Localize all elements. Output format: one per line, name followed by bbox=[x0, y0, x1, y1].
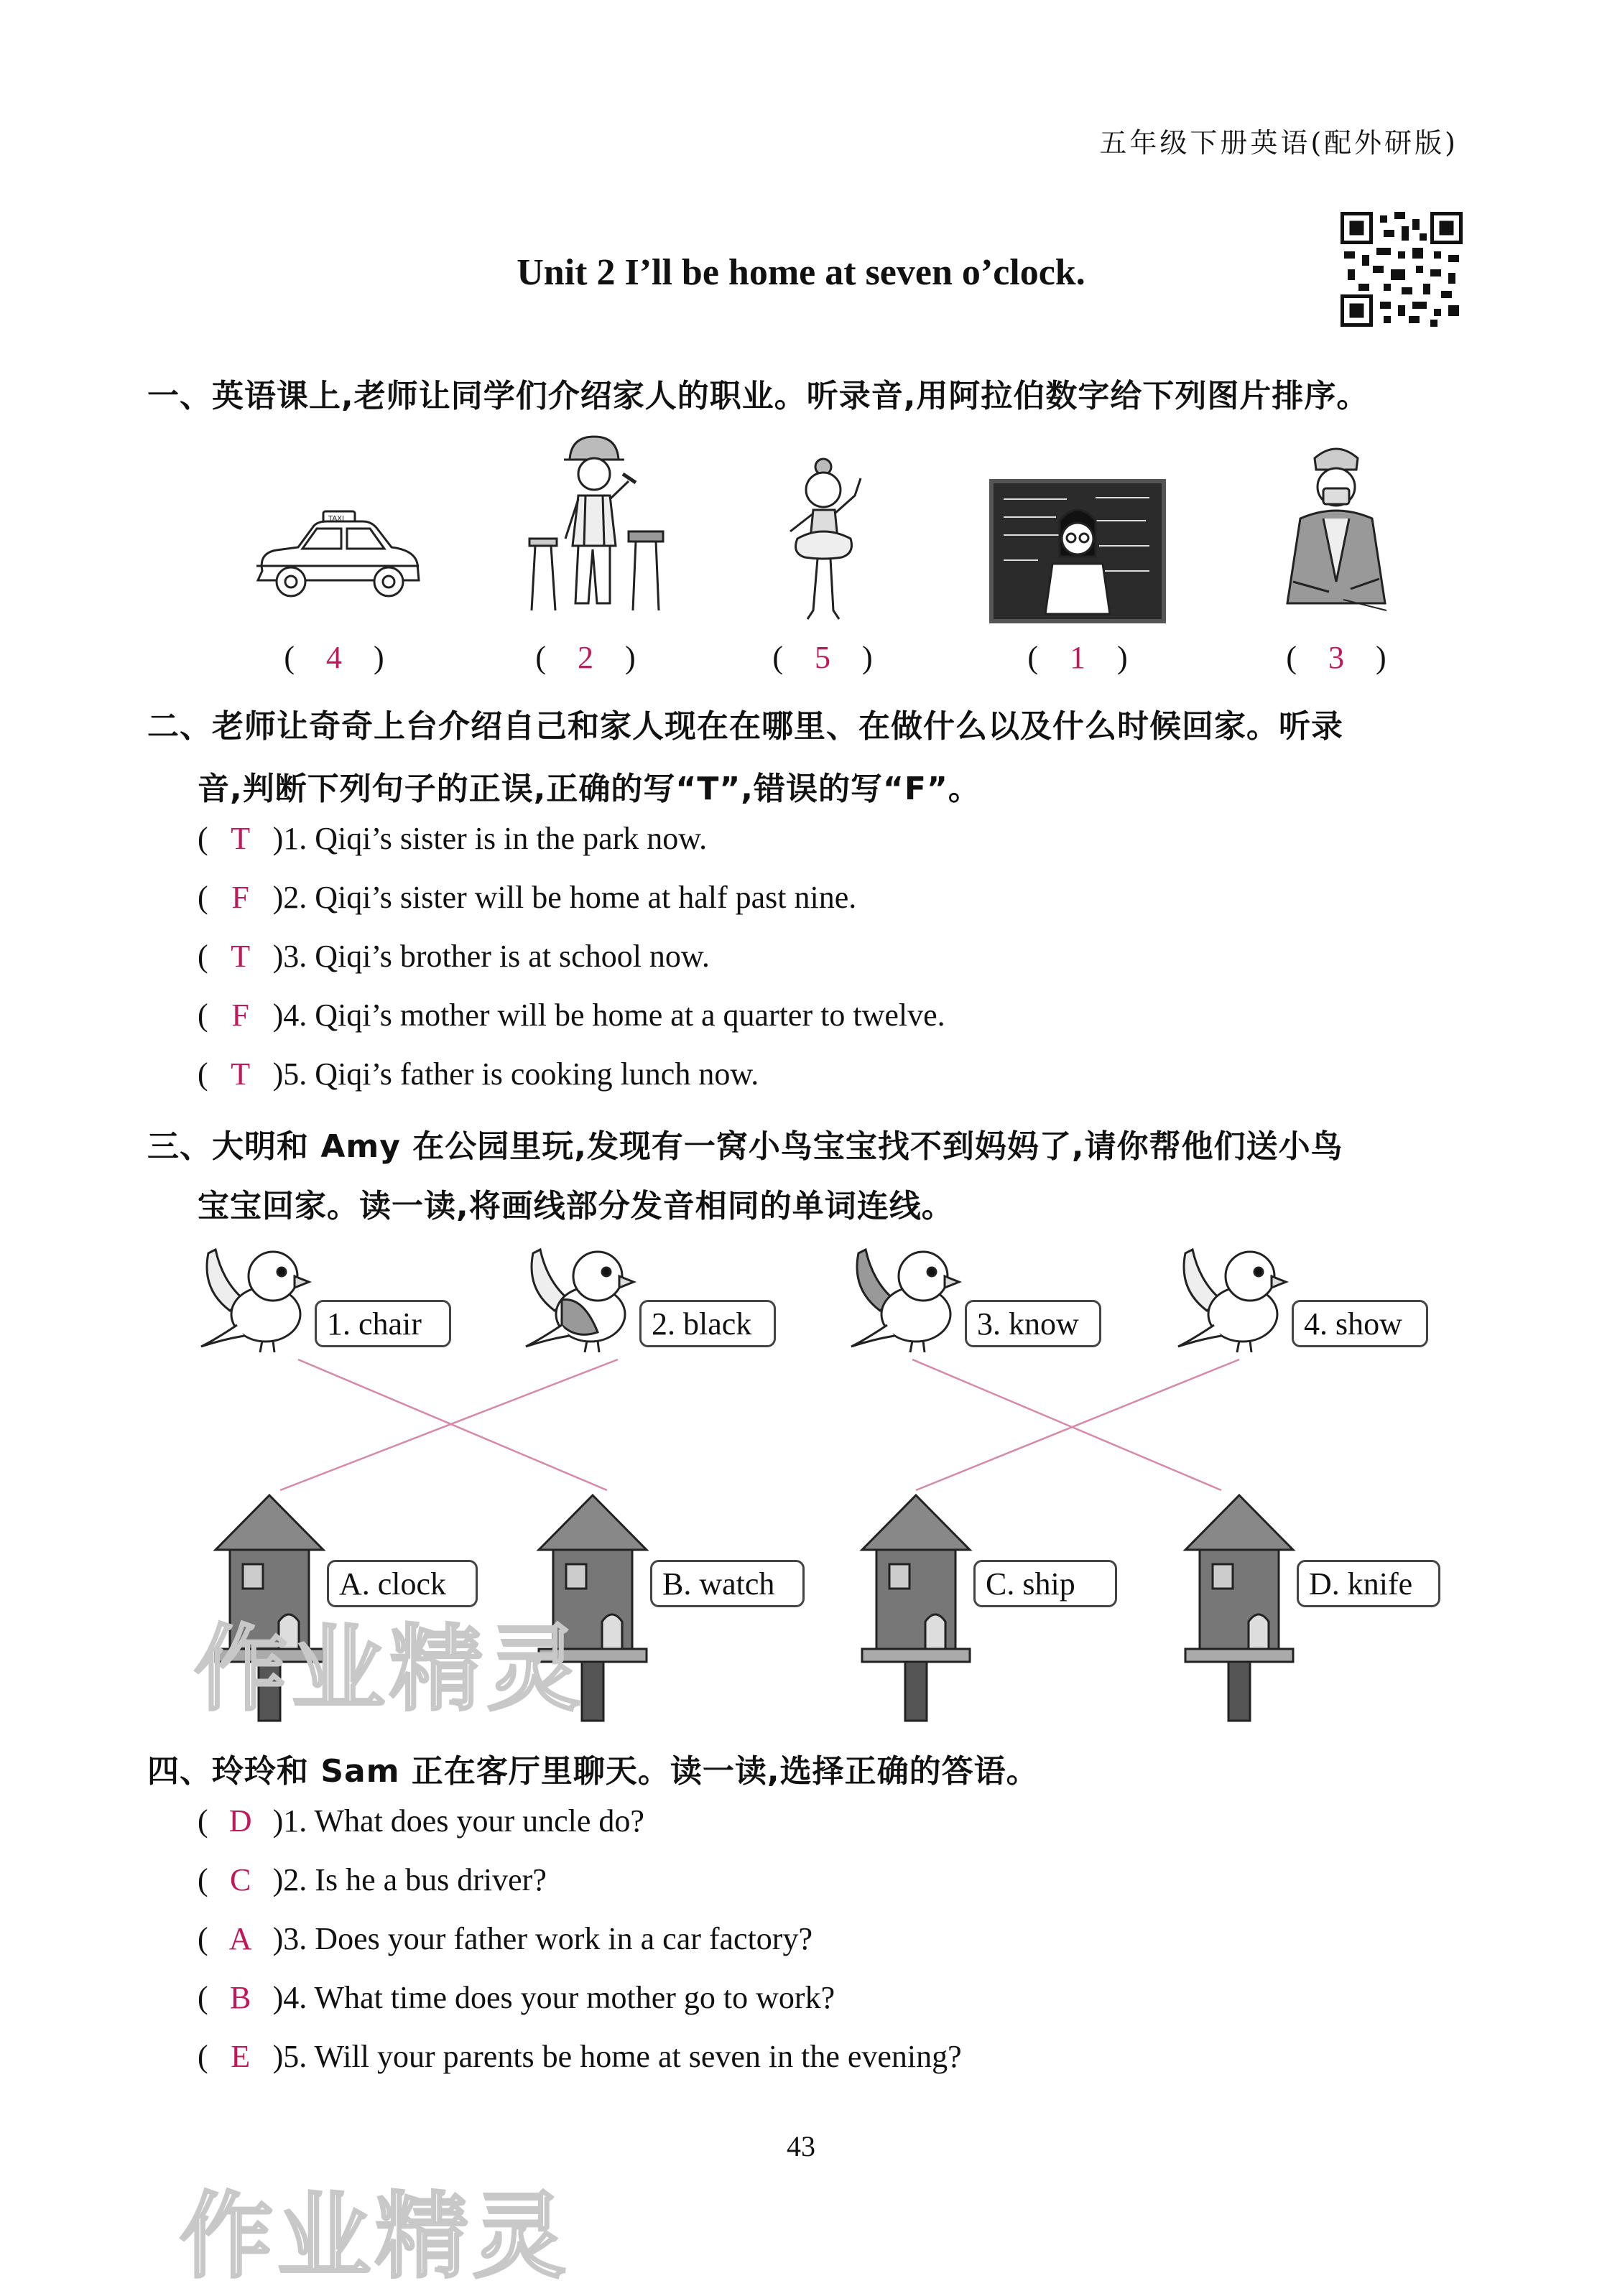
answer-text: T bbox=[231, 1056, 251, 1092]
section4-item-4: ( B )4. What time does your mother go to work? bbox=[198, 1980, 835, 2015]
watermark: 作业精灵 bbox=[180, 2182, 571, 2291]
section2-item-4: ( F )4. Qiqi’s mother will be home at a quarter to twelve. bbox=[198, 998, 945, 1033]
picture2-answer-slot: ( 2 ) bbox=[535, 640, 636, 675]
answer-text: T bbox=[231, 939, 251, 974]
picture3-answer-slot: ( 5 ) bbox=[772, 640, 873, 675]
birdhouse-icon bbox=[1178, 1492, 1300, 1722]
picture5-answer-slot: ( 3 ) bbox=[1286, 640, 1386, 675]
item-text: )4. Qiqi’s mother will be home at a quarter to twelve. bbox=[272, 998, 945, 1033]
section4-item-5: ( E )5. Will your parents be home at seven in the evening? bbox=[198, 2039, 962, 2074]
item-text: )5. Will your parents be home at seven in the evening? bbox=[272, 2039, 962, 2074]
answer-text: A bbox=[228, 1921, 252, 1956]
section3-instruction-line1: 三、大明和 Amy 在公园里玩,发现有一窝小鸟宝宝找不到妈妈了,请你帮他们送小鸟 bbox=[147, 1128, 1343, 1165]
match-line-3-d bbox=[912, 1360, 1221, 1490]
section4-item-1: ( D )1. What does your uncle do? bbox=[198, 1803, 644, 1839]
section2-item-5: ( T )5. Qiqi’s father is cooking lunch now. bbox=[198, 1056, 759, 1092]
bird-label-3: 3. know bbox=[965, 1300, 1101, 1347]
answer-text: F bbox=[231, 880, 249, 915]
section2-instruction-line1: 二、老师让奇奇上台介绍自己和家人现在在哪里、在做什么以及什么时候回家。听录 bbox=[147, 708, 1343, 745]
bird-icon bbox=[844, 1232, 966, 1354]
section2-item-2: ( F )2. Qiqi’s sister will be home at half past nine. bbox=[198, 880, 857, 915]
bird-label-1: 1. chair bbox=[315, 1300, 451, 1347]
answer-text: 1 bbox=[1070, 640, 1085, 675]
section4-item-3: ( A )3. Does your father work in a car factory? bbox=[198, 1921, 812, 1956]
item-text: )3. Qiqi’s brother is at school now. bbox=[272, 939, 710, 974]
answer-text: B bbox=[229, 1980, 251, 2015]
answer-text: 4 bbox=[326, 640, 342, 675]
section2-item-1: ( T )1. Qiqi’s sister is in the park now. bbox=[198, 821, 708, 856]
item-text: )5. Qiqi’s father is cooking lunch now. bbox=[272, 1056, 759, 1092]
section2-item-3: ( T )3. Qiqi’s brother is at school now. bbox=[198, 939, 710, 974]
item-text: )4. What time does your mother go to work? bbox=[272, 1980, 835, 2015]
item-text: )2. Qiqi’s sister will be home at half past nine. bbox=[272, 880, 857, 915]
page-number: 43 bbox=[787, 2130, 815, 2162]
bird-label-2: 2. black bbox=[639, 1300, 776, 1347]
bird-icon bbox=[1171, 1232, 1293, 1354]
answer-text: E bbox=[231, 2039, 251, 2074]
svg-text:TAXI: TAXI bbox=[328, 515, 344, 523]
answer-text: T bbox=[231, 821, 251, 856]
answer-text: F bbox=[231, 998, 249, 1033]
item-text: )1. Qiqi’s sister is in the park now. bbox=[272, 821, 708, 856]
item-text: )3. Does your father work in a car factory? bbox=[272, 1921, 812, 1956]
picture1-answer-slot: ( 4 ) bbox=[284, 640, 384, 675]
answer-text: 5 bbox=[815, 640, 830, 675]
section1-instruction: 一、英语课上,老师让同学们介绍家人的职业。听录音,用阿拉伯数字给下列图片排序。 bbox=[147, 378, 1369, 414]
house-label-a: A. clock bbox=[327, 1560, 478, 1607]
watermark: 作业精灵 bbox=[194, 1614, 585, 1724]
birdhouse-icon bbox=[855, 1492, 977, 1722]
house-label-b: B. watch bbox=[650, 1560, 805, 1607]
section2-instruction-line2: 音,判断下列句子的正误,正确的写“T”,错误的写“F”。 bbox=[198, 771, 981, 807]
answer-text: 2 bbox=[578, 640, 593, 675]
section4-item-2: ( C )2. Is he a bus driver? bbox=[198, 1862, 547, 1897]
unit-title: Unit 2 I’ll be home at seven o’clock. bbox=[517, 252, 1085, 293]
bird-label-4: 4. show bbox=[1292, 1300, 1428, 1347]
house-label-c: C. ship bbox=[973, 1560, 1117, 1607]
item-text: )2. Is he a bus driver? bbox=[272, 1862, 547, 1897]
book-header: 五年级下册英语(配外研版) bbox=[1099, 127, 1458, 159]
answer-text: D bbox=[228, 1803, 252, 1839]
bird-icon bbox=[519, 1232, 641, 1354]
house-label-d: D. knife bbox=[1297, 1560, 1440, 1607]
match-line-4-c bbox=[916, 1360, 1239, 1490]
item-text: )1. What does your uncle do? bbox=[272, 1803, 644, 1839]
picture4-answer-slot: ( 1 ) bbox=[1027, 640, 1128, 675]
answer-text: 3 bbox=[1328, 640, 1344, 675]
match-line-2-a bbox=[280, 1360, 618, 1490]
answer-text: C bbox=[229, 1862, 251, 1897]
section4-instruction: 四、玲玲和 Sam 正在客厅里聊天。读一读,选择正确的答语。 bbox=[147, 1753, 1039, 1790]
match-line-1-b bbox=[298, 1360, 607, 1490]
bird-icon bbox=[194, 1232, 316, 1354]
section3-instruction-line2: 宝宝回家。读一读,将画线部分发音相同的单词连线。 bbox=[198, 1188, 954, 1224]
